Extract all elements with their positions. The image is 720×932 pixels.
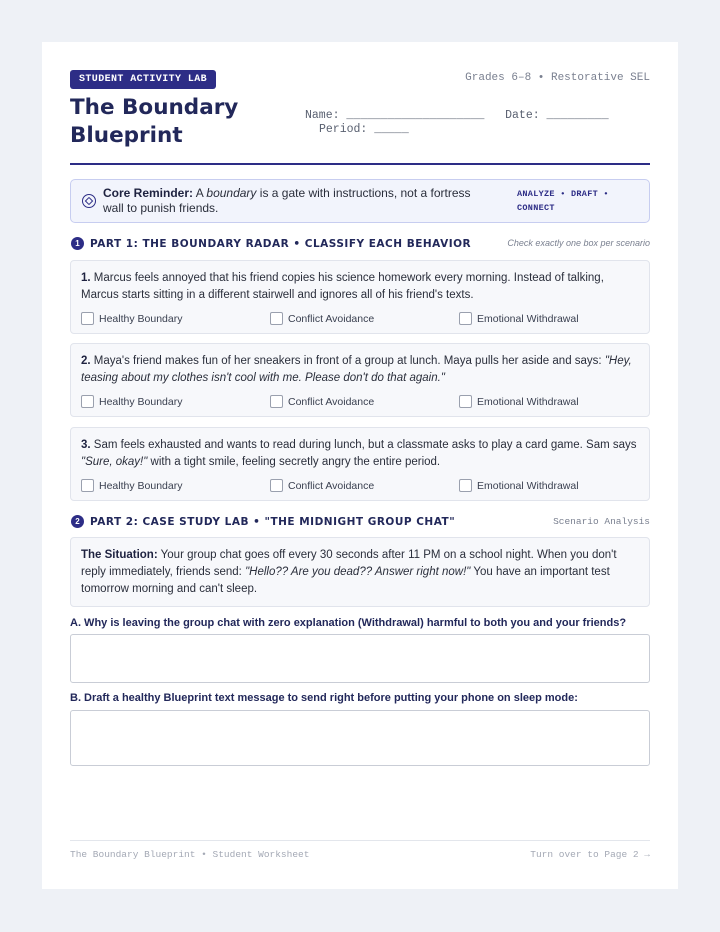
situation-box <box>70 537 650 607</box>
part1-instruction: Check exactly one box per scenario <box>507 238 650 248</box>
question-a: A. Why is leaving the group chat with zero explanation (Withdrawal) harmful to both you and your friends? <box>70 617 627 629</box>
checkbox[interactable] <box>459 312 472 325</box>
part2-note: Scenario Analysis <box>553 516 650 527</box>
part1-header <box>70 236 650 252</box>
part2-header <box>70 514 650 530</box>
question-b: B. Draft a healthy Blueprint text message to send right before putting your phone on sleep mode: <box>70 692 578 704</box>
worksheet-page <box>42 42 678 889</box>
footer-left: The Boundary Blueprint • Student Worksheet <box>70 849 310 860</box>
part2-title: PART 2: CASE STUDY LAB • "THE MIDNIGHT GROUP CHAT" <box>90 516 456 528</box>
name-date-field[interactable]: Name: ____________________ Date: _________ <box>305 109 609 122</box>
classification-options: Healthy Boundary Conflict Avoidance Emotional Withdrawal <box>81 311 641 327</box>
compass-icon <box>82 194 96 208</box>
checkbox[interactable] <box>270 312 283 325</box>
part2-number: 2 <box>71 515 84 528</box>
footer-divider <box>70 840 650 841</box>
part1-number: 1 <box>71 237 84 250</box>
classification-options: Healthy Boundary Conflict Avoidance Emotional Withdrawal <box>81 394 641 410</box>
checkbox[interactable] <box>81 479 94 492</box>
reminder-text: Core Reminder: A boundary is a gate with instructions, not a fortress wall to punish friends. <box>103 186 471 215</box>
scenario-text: 3. Sam feels exhausted and wants to read during lunch, but a classmate asks to play a card game. Sam says "Sure, okay!" with a tight smile, feeling secretly angry the entire period. <box>81 439 637 468</box>
checkbox[interactable] <box>270 479 283 492</box>
core-reminder-box <box>70 179 650 223</box>
activity-badge: STUDENT ACTIVITY LAB <box>70 70 216 89</box>
classification-options: Healthy Boundary Conflict Avoidance Emotional Withdrawal <box>81 478 641 494</box>
reminder-tags: ANALYZE • DRAFT • CONNECT <box>517 189 609 213</box>
scenario-card-1 <box>70 260 650 334</box>
checkbox[interactable] <box>459 479 472 492</box>
checkbox[interactable] <box>81 312 94 325</box>
header-divider <box>70 163 650 165</box>
page-title: The Boundary Blueprint <box>70 95 239 148</box>
answer-b-box[interactable] <box>70 710 650 766</box>
answer-a-box[interactable] <box>70 634 650 683</box>
student-info-fields[interactable] <box>305 109 609 137</box>
footer-right: Turn over to Page 2 → <box>530 849 650 860</box>
scenario-card-3 <box>70 427 650 501</box>
checkbox[interactable] <box>81 395 94 408</box>
checkbox[interactable] <box>459 395 472 408</box>
checkbox[interactable] <box>270 395 283 408</box>
grade-level-label: Grades 6–8 • Restorative SEL <box>465 72 650 84</box>
situation-text: The Situation: Your group chat goes off every 30 seconds after 11 PM on a school night. When you don't reply immediately, friends send: "Hello?? Are you dead?? Answer right now!" You have an important test tomorrow morning and can't sleep. <box>81 549 617 595</box>
scenario-text: 2. Maya's friend makes fun of her sneakers in front of a group at lunch. Maya pulls her aside and says: "Hey, teasing about my clothes isn't cool with me. Please don't do that again." <box>81 355 632 384</box>
period-field[interactable]: Period: _____ <box>319 123 409 136</box>
scenario-card-2 <box>70 343 650 417</box>
part1-title: PART 1: THE BOUNDARY RADAR • CLASSIFY EACH BEHAVIOR <box>90 238 472 250</box>
scenario-text: 1. Marcus feels annoyed that his friend copies his science homework every morning. Instead of talking, Marcus starts sitting in a different stairwell and ignores all of his friend's texts. <box>81 272 604 301</box>
